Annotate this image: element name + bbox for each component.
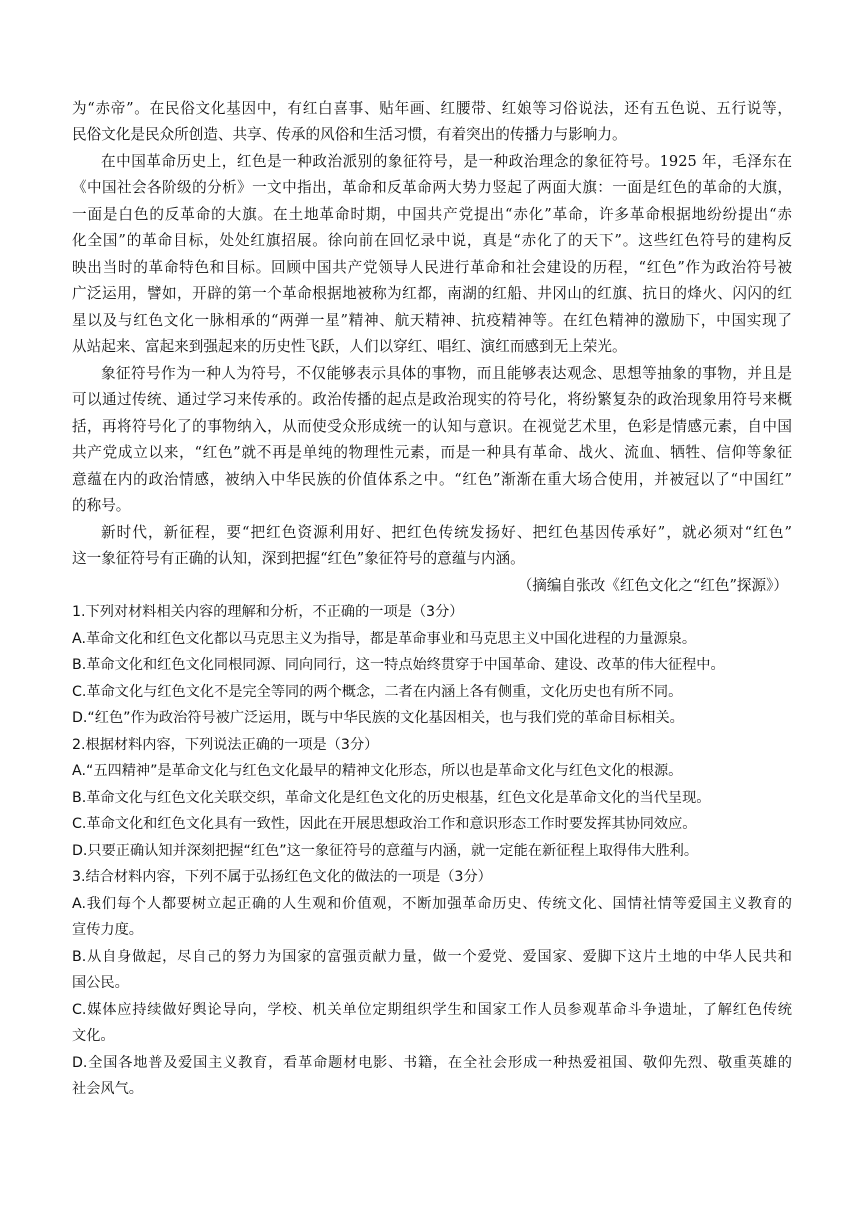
passage-p2-line-4: 化全国”的革命目标，处处红旗招展。徐向前在回忆录中说，真是“赤化了的天下”。这些红色符号的建构反 [72, 232, 792, 249]
passage-p4-line-2: 这一象征符号有正确的认知，深到把握“红色”象征符号的意蕴与内涵。 [72, 550, 525, 567]
question-2-option-d: D.只要正确认知并深刻把握“红色”这一象征符号的意蕴与内涵，就一定能在新征程上取得伟大胜利。 [72, 843, 699, 859]
question-3-option-a-cont: 宣传力度。 [72, 922, 143, 938]
passage-p2-line-3: 一面是白色的反革命的大旗。在土地革命时期，中国共产党提出“赤化”革命，许多革命根据地纷纷提出“赤 [72, 206, 792, 223]
question-1-stem: 1.下列对材料相关内容的理解和分析，不正确的一项是（3分） [72, 604, 464, 620]
question-3-stem: 3.结合材料内容，下列不属于弘扬红色文化的做法的一项是（3分） [72, 869, 492, 885]
passage-p3-line-6: 的称号。 [72, 497, 131, 514]
passage-p2-line-7: 星以及与红色文化一脉相承的“两弹一星”精神、航天精神、抗疫精神等。在红色精神的激励下，中国实现了 [72, 312, 792, 329]
question-3-option-c: C.媒体应持续做好舆论导向，学校、机关单位定期组织学生和国家工作人员参观革命斗争遗址，了解红色传统 [72, 1002, 792, 1018]
question-2-stem: 2.根据材料内容，下列说法正确的一项是（3分） [72, 737, 379, 753]
passage-p2-line-8: 从站起来、富起来到强起来的历史性飞跃，人们以穿红、唱红、演红而感到无上荣光。 [72, 338, 627, 355]
question-3-option-c-cont: 文化。 [72, 1028, 115, 1044]
passage-p2-line-5: 映出当时的革命特色和目标。回顾中国共产党领导人民进行革命和社会建设的历程，“红色”作为政治符号被 [72, 259, 792, 276]
question-3-option-d: D.全国各地普及爱国主义教育，看革命题材电影、书籍，在全社会形成一种热爱祖国、敬仰先烈、敬重英雄的 [72, 1055, 792, 1071]
passage-p4-line-1: 新时代，新征程，要“把红色资源利用好、把红色传统发扬好、把红色基因传承好”，就必须对“红色” [101, 524, 792, 541]
passage-source: （摘编自张改《红色文化之“红色”探源》） [517, 577, 788, 594]
question-3-option-d-cont: 社会风气。 [72, 1081, 143, 1097]
question-3-option-b-cont: 国公民。 [72, 975, 129, 991]
question-1-option-a: A.革命文化和红色文化都以马克思主义为指导，都是革命事业和马克思主义中国化进程的力量源泉。 [72, 631, 697, 647]
passage-p3-line-5: 意蕴在内的政治情感，被纳入中华民族的价值体系之中。“红色”渐渐在重大场合使用，并被冠以了“中国红” [72, 471, 792, 488]
passage-p2-line-6: 广泛运用，譬如，开辟的第一个革命根据地被称为红都，南湖的红船、井冈山的红旗、抗日的烽火、闪闪的红 [72, 285, 792, 302]
passage-p2-line-2: 《中国社会各阶级的分析》一文中指出，革命和反革命两大势力竖起了两面大旗：一面是红色的革命的大旗， [72, 179, 792, 196]
passage-p3-line-4: 共产党成立以来，“红色”就不再是单纯的物理性元素，而是一种具有革命、战火、流血、牺牲、信仰等象征 [72, 444, 792, 461]
question-2-option-b: B.革命文化与红色文化关联交织，革命文化是红色文化的历史根基，红色文化是革命文化的当代呈现。 [72, 790, 711, 806]
passage-p3-line-3: 括，再将符号化了的事物纳入，从而使受众形成统一的认知与意识。在视觉艺术里，色彩是情感元素，自中国 [72, 418, 792, 435]
passage-p1-line-2: 民俗文化是民众所创造、共享、传承的风俗和生活习惯，有着突出的传播力与影响力。 [72, 126, 627, 143]
question-1-option-b: B.革命文化和红色文化同根同源、同向同行，这一特点始终贯穿于中国革命、建设、改革的伟大征程中。 [72, 657, 725, 673]
passage-p1-line-1: 为“赤帝”。在民俗文化基因中，有红白喜事、贴年画、红腰带、红娘等习俗说法，还有五色说、五行说等， [72, 100, 792, 117]
question-2-option-a: A.“五四精神”是革命文化与红色文化最早的精神文化形态，所以也是革命文化与红色文化的根源。 [72, 763, 683, 779]
passage-p3-line-2: 可以通过传统、通过学习来传承的。政治传播的起点是政治现实的符号化，将纷繁复杂的政治现象用符号来概 [72, 391, 792, 408]
question-3-option-b: B.从自身做起，尽自己的努力为国家的富强贡献力量，做一个爱党、爱国家、爱脚下这片土地的中华人民共和 [72, 949, 792, 965]
question-2-option-c: C.革命文化和红色文化具有一致性，因此在开展思想政治工作和意识形态工作时要发挥其协同效应。 [72, 816, 697, 832]
passage-p2-line-1: 在中国革命历史上，红色是一种政治派别的象征符号，是一种政治理念的象征符号。1925 年，毛泽东在 [101, 153, 792, 170]
question-1-option-d: D.“红色”作为政治符号被广泛运用，既与中华民族的文化基因相关，也与我们党的革命目标相关。 [72, 710, 684, 726]
passage-p3-line-1: 象征符号作为一种人为符号，不仅能够表示具体的事物，而且能够表达观念、思想等抽象的事物，并且是 [101, 365, 792, 382]
question-1-option-c: C.革命文化与红色文化不是完全等同的两个概念，二者在内涵上各有侧重，文化历史也有所不同。 [72, 684, 683, 700]
question-3-option-a: A.我们每个人都要树立起正确的人生观和价值观，不断加强革命历史、传统文化、国情社情等爱国主义教育的 [72, 896, 792, 912]
